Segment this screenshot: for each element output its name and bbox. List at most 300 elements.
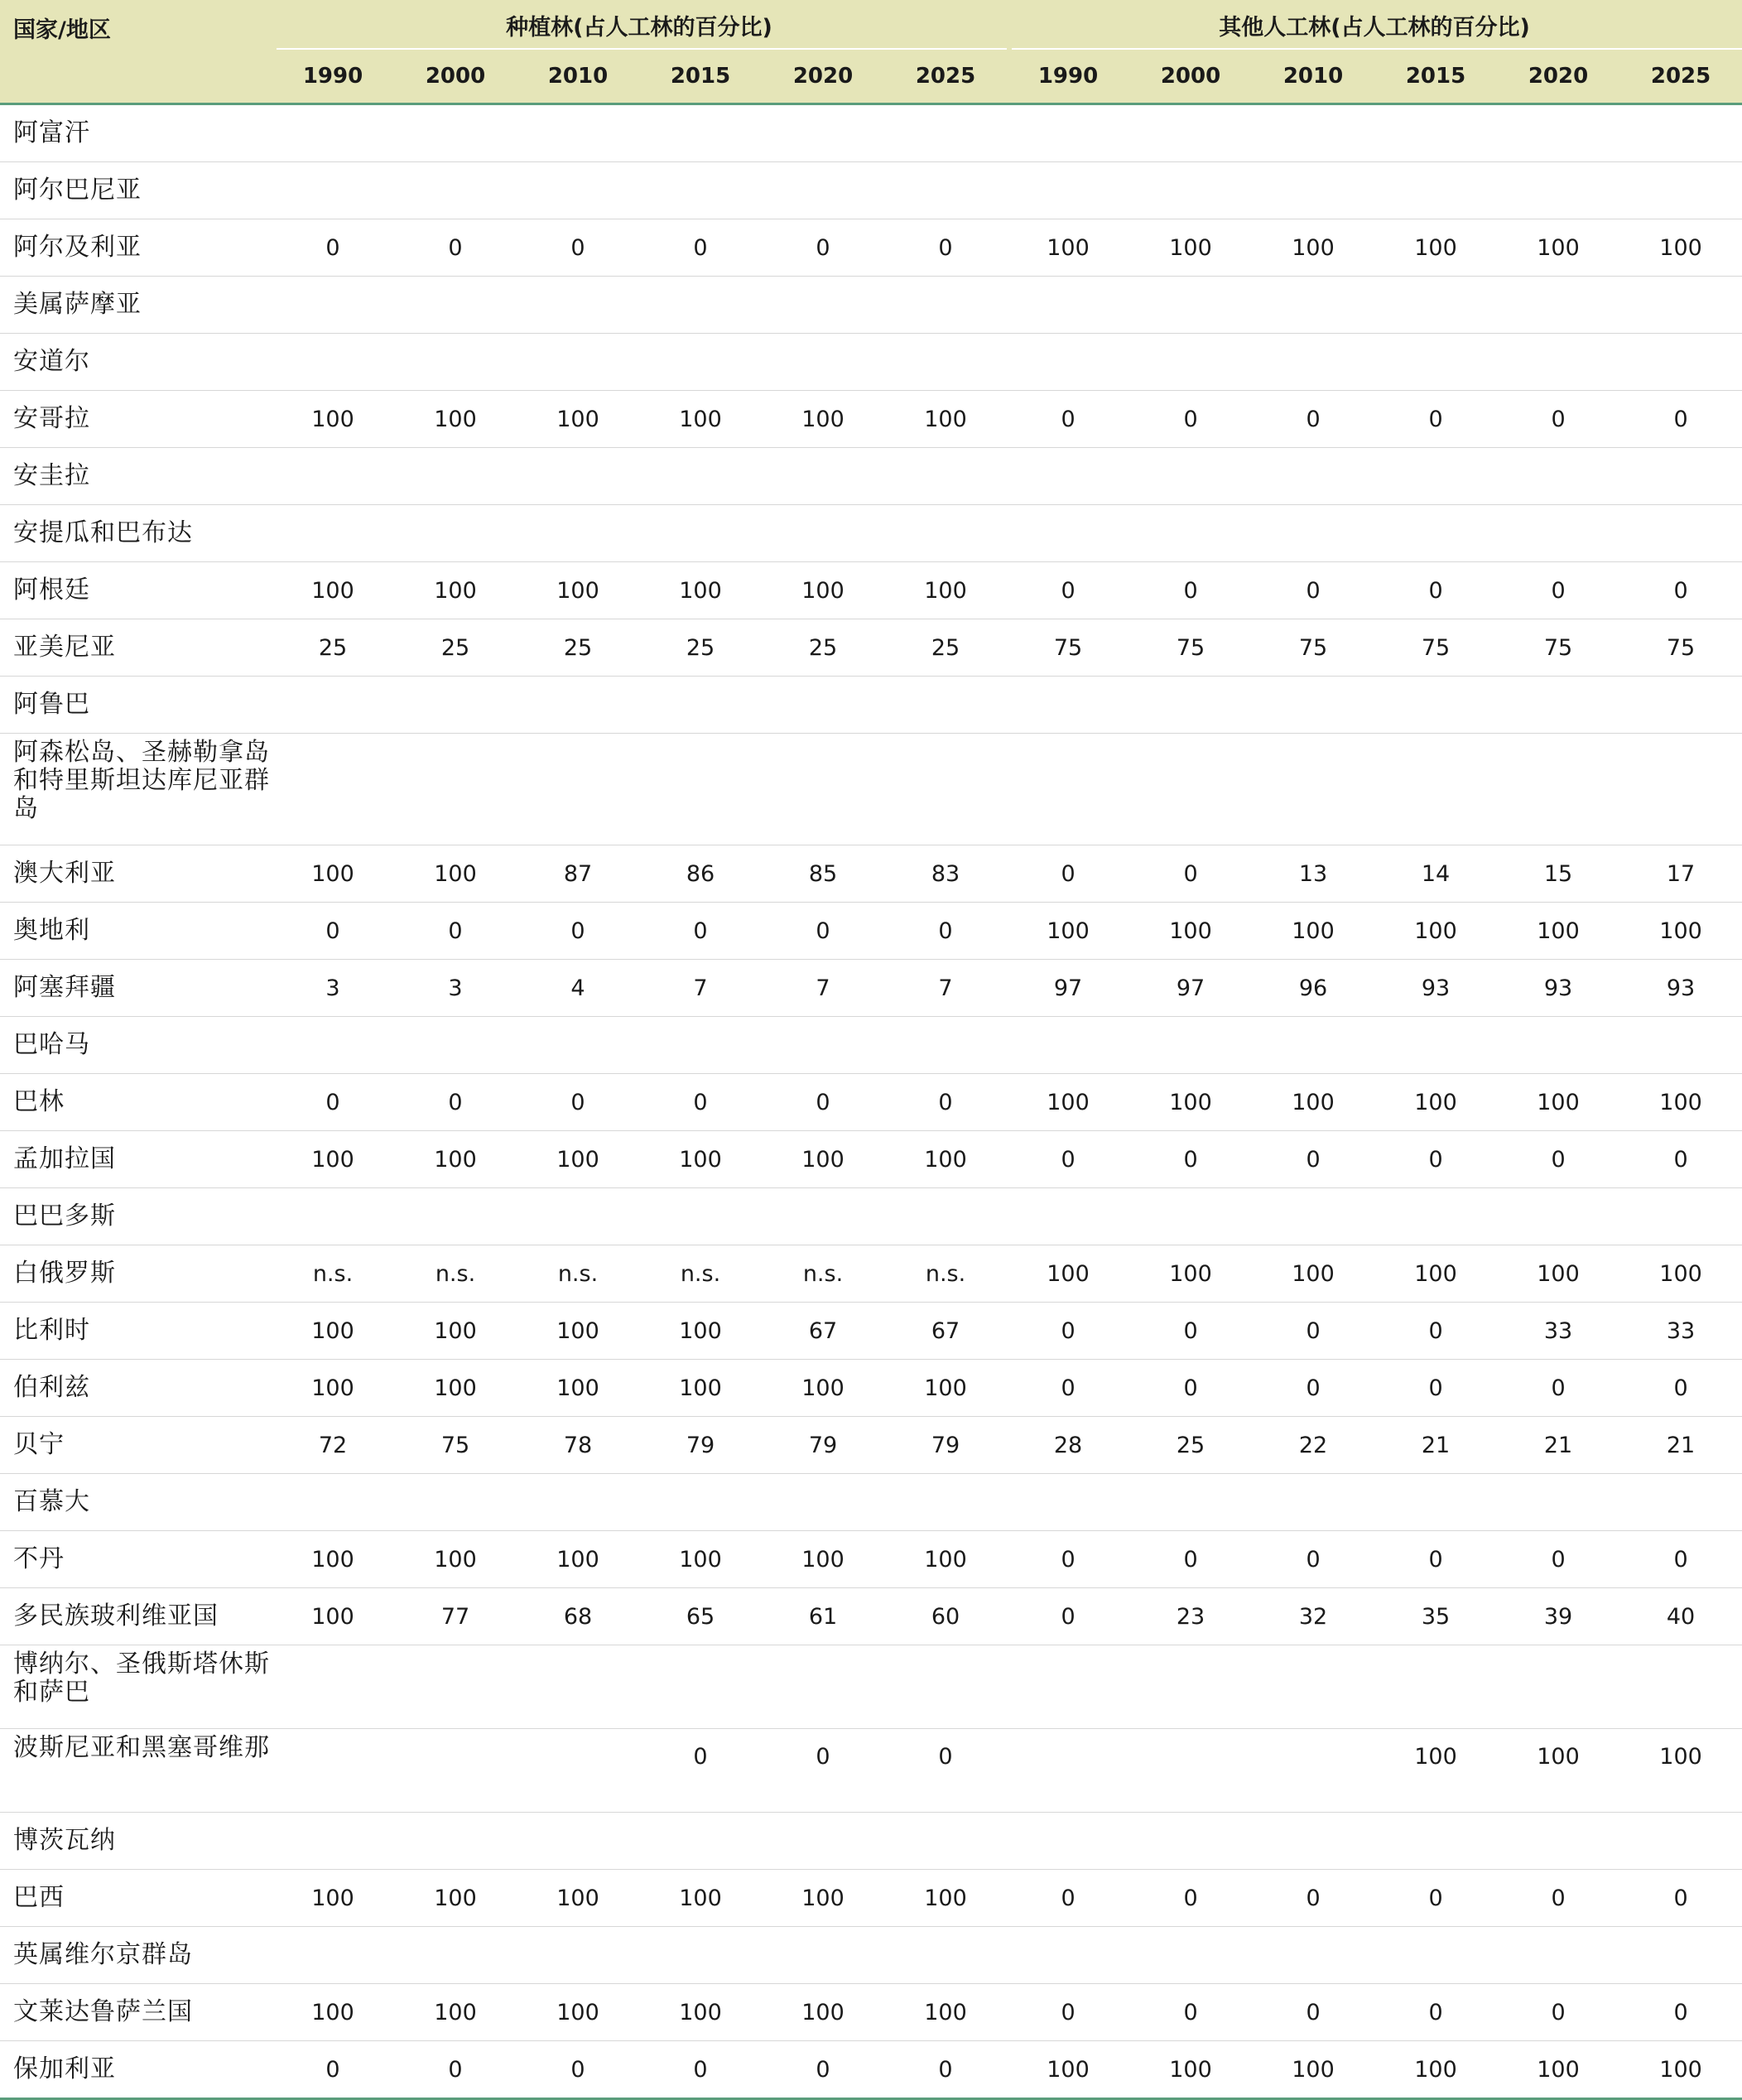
value-cell: 0 — [639, 1729, 762, 1813]
value-cell — [1374, 1645, 1497, 1729]
value-cell — [1497, 1927, 1619, 1984]
value-cell — [762, 448, 884, 505]
value-cell — [1252, 505, 1374, 562]
value-cell: 0 — [1252, 1303, 1374, 1360]
table-row — [0, 619, 1742, 677]
value-cell — [517, 1188, 639, 1245]
value-cell — [1252, 1188, 1374, 1245]
value-cell: 100 — [394, 845, 517, 903]
table-row — [0, 1131, 1742, 1188]
year-header-other-planted-2025: 2025 — [1619, 50, 1742, 104]
value-cell — [639, 162, 762, 219]
value-cell: 100 — [517, 1984, 639, 2041]
value-cell — [1497, 1188, 1619, 1245]
value-cell: 0 — [1497, 1984, 1619, 2041]
country-name-cell: 孟加拉国 — [0, 1131, 272, 1188]
value-cell — [639, 1474, 762, 1531]
year-header-plantation-2000: 2000 — [394, 50, 517, 104]
value-cell — [639, 734, 762, 845]
value-cell: 100 — [884, 391, 1007, 448]
value-cell — [884, 1927, 1007, 1984]
value-cell: 72 — [272, 1417, 394, 1474]
value-cell: 65 — [639, 1588, 762, 1645]
table-header — [0, 0, 1742, 104]
table-row — [0, 1245, 1742, 1303]
value-cell: 100 — [639, 1531, 762, 1588]
value-cell — [1007, 677, 1129, 734]
value-cell — [1007, 1927, 1129, 1984]
country-name-cell: 伯利兹 — [0, 1360, 272, 1417]
value-cell — [639, 277, 762, 334]
value-cell: 0 — [1619, 1531, 1742, 1588]
value-cell: 0 — [1252, 1984, 1374, 2041]
value-cell — [1374, 1813, 1497, 1870]
value-cell — [884, 1813, 1007, 1870]
value-cell: 100 — [272, 1360, 394, 1417]
value-cell: 100 — [272, 1131, 394, 1188]
value-cell — [884, 162, 1007, 219]
value-cell — [272, 505, 394, 562]
value-cell: 93 — [1619, 960, 1742, 1017]
value-cell — [1252, 1645, 1374, 1729]
country-name-cell: 波斯尼亚和黑塞哥维那 — [0, 1729, 272, 1813]
value-cell: 0 — [1129, 562, 1252, 619]
value-cell — [1007, 448, 1129, 505]
value-cell — [394, 1729, 517, 1813]
value-cell: 100 — [517, 1360, 639, 1417]
value-cell — [1252, 277, 1374, 334]
value-cell: 0 — [1374, 1531, 1497, 1588]
value-cell: 0 — [1497, 562, 1619, 619]
value-cell: 0 — [1007, 1870, 1129, 1927]
value-cell — [1619, 162, 1742, 219]
value-cell: 79 — [762, 1417, 884, 1474]
value-cell — [639, 1813, 762, 1870]
value-cell — [272, 1188, 394, 1245]
value-cell — [517, 448, 639, 505]
value-cell: 0 — [639, 219, 762, 277]
value-cell: 100 — [1374, 1729, 1497, 1813]
value-cell: 100 — [1129, 903, 1252, 960]
value-cell: 100 — [762, 1131, 884, 1188]
value-cell: 100 — [639, 1870, 762, 1927]
value-cell: 100 — [394, 1870, 517, 1927]
value-cell: 100 — [1374, 1074, 1497, 1131]
value-cell — [1497, 277, 1619, 334]
value-cell — [272, 1927, 394, 1984]
value-cell — [1129, 1729, 1252, 1813]
value-cell: 0 — [1374, 1360, 1497, 1417]
value-cell: 0 — [517, 903, 639, 960]
value-cell: 100 — [1497, 1074, 1619, 1131]
value-cell — [1252, 1729, 1374, 1813]
value-cell: 100 — [517, 1131, 639, 1188]
table-row — [0, 1303, 1742, 1360]
country-name-cell: 巴巴多斯 — [0, 1188, 272, 1245]
value-cell — [1252, 1927, 1374, 1984]
value-cell — [394, 277, 517, 334]
value-cell — [272, 162, 394, 219]
value-cell — [1374, 104, 1497, 162]
value-cell: 0 — [762, 1729, 884, 1813]
value-cell: 0 — [884, 1074, 1007, 1131]
value-cell — [762, 677, 884, 734]
value-cell: 0 — [394, 903, 517, 960]
table-row — [0, 1017, 1742, 1074]
country-name-cell: 阿塞拜疆 — [0, 960, 272, 1017]
country-name-cell: 亚美尼亚 — [0, 619, 272, 677]
table-row — [0, 1870, 1742, 1927]
value-cell — [1129, 734, 1252, 845]
value-cell: 0 — [1374, 1984, 1497, 2041]
country-name-cell: 博茨瓦纳 — [0, 1813, 272, 1870]
value-cell — [762, 334, 884, 391]
country-name-cell: 阿尔巴尼亚 — [0, 162, 272, 219]
value-cell — [272, 1017, 394, 1074]
value-cell: 100 — [272, 1588, 394, 1645]
value-cell: 100 — [1129, 1074, 1252, 1131]
value-cell: n.s. — [272, 1245, 394, 1303]
value-cell: 0 — [1129, 1131, 1252, 1188]
value-cell: 87 — [517, 845, 639, 903]
value-cell: 0 — [884, 219, 1007, 277]
value-cell: 4 — [517, 960, 639, 1017]
value-cell — [1619, 1645, 1742, 1729]
value-cell: 79 — [884, 1417, 1007, 1474]
value-cell: 0 — [639, 2041, 762, 2099]
value-cell — [394, 448, 517, 505]
country-name-cell: 安道尔 — [0, 334, 272, 391]
value-cell: 15 — [1497, 845, 1619, 903]
value-cell — [272, 334, 394, 391]
value-cell: 100 — [1252, 903, 1374, 960]
country-name-cell: 阿根廷 — [0, 562, 272, 619]
value-cell: 0 — [639, 1074, 762, 1131]
country-name-cell: 文莱达鲁萨兰国 — [0, 1984, 272, 2041]
value-cell — [1619, 1474, 1742, 1531]
country-name-cell: 安提瓜和巴布达 — [0, 505, 272, 562]
value-cell: 75 — [1619, 619, 1742, 677]
value-cell: 100 — [1129, 1245, 1252, 1303]
value-cell — [272, 1813, 394, 1870]
value-cell: n.s. — [639, 1245, 762, 1303]
value-cell — [1497, 334, 1619, 391]
value-cell: 100 — [639, 1360, 762, 1417]
year-header-other-planted-2010: 2010 — [1252, 50, 1374, 104]
value-cell: 100 — [272, 1870, 394, 1927]
value-cell — [1129, 162, 1252, 219]
value-cell — [884, 277, 1007, 334]
value-cell: n.s. — [762, 1245, 884, 1303]
value-cell — [1129, 448, 1252, 505]
country-name-cell: 保加利亚 — [0, 2041, 272, 2099]
year-header-other-planted-2015: 2015 — [1374, 50, 1497, 104]
value-cell: 0 — [1007, 1131, 1129, 1188]
value-cell — [1252, 448, 1374, 505]
value-cell — [884, 1017, 1007, 1074]
value-cell — [639, 1017, 762, 1074]
value-cell: 0 — [1252, 1870, 1374, 1927]
table-row — [0, 1813, 1742, 1870]
value-cell: 0 — [1497, 391, 1619, 448]
value-cell: 100 — [884, 1131, 1007, 1188]
value-cell — [272, 277, 394, 334]
value-cell: 0 — [1374, 1303, 1497, 1360]
value-cell: 0 — [762, 2041, 884, 2099]
value-cell: 75 — [1007, 619, 1129, 677]
value-cell: 0 — [1619, 1131, 1742, 1188]
value-cell — [762, 1474, 884, 1531]
value-cell: 0 — [394, 2041, 517, 2099]
value-cell: 7 — [762, 960, 884, 1017]
value-cell — [1374, 1927, 1497, 1984]
value-cell — [1374, 677, 1497, 734]
value-cell — [272, 734, 394, 845]
value-cell: 0 — [1619, 1984, 1742, 2041]
value-cell: 100 — [517, 562, 639, 619]
table-row — [0, 1729, 1742, 1813]
value-cell — [394, 162, 517, 219]
value-cell — [272, 104, 394, 162]
value-cell: 0 — [1007, 1588, 1129, 1645]
value-cell: 0 — [639, 903, 762, 960]
value-cell: 100 — [272, 391, 394, 448]
year-header-plantation-1990: 1990 — [272, 50, 394, 104]
value-cell — [1129, 1017, 1252, 1074]
value-cell: 100 — [639, 562, 762, 619]
value-cell — [1252, 162, 1374, 219]
table-row — [0, 104, 1742, 162]
value-cell: 0 — [1374, 562, 1497, 619]
value-cell — [517, 277, 639, 334]
value-cell — [884, 677, 1007, 734]
value-cell: 100 — [1497, 903, 1619, 960]
value-cell: 0 — [1374, 1131, 1497, 1188]
value-cell: 100 — [884, 1531, 1007, 1588]
value-cell: 0 — [1129, 1360, 1252, 1417]
value-cell — [884, 1188, 1007, 1245]
value-cell — [1007, 334, 1129, 391]
value-cell: 0 — [1252, 562, 1374, 619]
table-row — [0, 903, 1742, 960]
value-cell — [517, 1017, 639, 1074]
value-cell: 100 — [1619, 1074, 1742, 1131]
table-row — [0, 505, 1742, 562]
value-cell — [1374, 734, 1497, 845]
value-cell: 0 — [1129, 845, 1252, 903]
value-cell: 100 — [394, 1131, 517, 1188]
value-cell — [1129, 1188, 1252, 1245]
value-cell: 0 — [272, 903, 394, 960]
value-cell — [762, 1813, 884, 1870]
year-header-other-planted-2000: 2000 — [1129, 50, 1252, 104]
value-cell: 0 — [1374, 1870, 1497, 1927]
table-row — [0, 2041, 1742, 2099]
table-row — [0, 1927, 1742, 1984]
table-row — [0, 1188, 1742, 1245]
country-name-cell: 阿鲁巴 — [0, 677, 272, 734]
value-cell — [1252, 334, 1374, 391]
country-name-cell: 美属萨摩亚 — [0, 277, 272, 334]
country-name-cell: 安哥拉 — [0, 391, 272, 448]
value-cell: 21 — [1619, 1417, 1742, 1474]
value-cell — [1497, 677, 1619, 734]
country-name-cell: 百慕大 — [0, 1474, 272, 1531]
value-cell: 61 — [762, 1588, 884, 1645]
value-cell: 32 — [1252, 1588, 1374, 1645]
value-cell — [884, 505, 1007, 562]
value-cell — [394, 1017, 517, 1074]
table-row — [0, 277, 1742, 334]
country-name-cell: 阿尔及利亚 — [0, 219, 272, 277]
table-row — [0, 845, 1742, 903]
value-cell — [1497, 505, 1619, 562]
country-column-header: 国家/地区 — [0, 0, 272, 104]
value-cell: 0 — [1619, 562, 1742, 619]
value-cell — [1129, 104, 1252, 162]
value-cell — [762, 1927, 884, 1984]
value-cell: 100 — [639, 1131, 762, 1188]
value-cell — [639, 505, 762, 562]
value-cell: 60 — [884, 1588, 1007, 1645]
country-name-cell: 阿富汗 — [0, 104, 272, 162]
country-name-cell: 贝宁 — [0, 1417, 272, 1474]
value-cell: 0 — [884, 2041, 1007, 2099]
value-cell: 40 — [1619, 1588, 1742, 1645]
value-cell: 83 — [884, 845, 1007, 903]
value-cell: 13 — [1252, 845, 1374, 903]
value-cell: 68 — [517, 1588, 639, 1645]
value-cell — [1374, 162, 1497, 219]
value-cell — [762, 505, 884, 562]
value-cell — [762, 1645, 884, 1729]
value-cell — [884, 334, 1007, 391]
value-cell: 79 — [639, 1417, 762, 1474]
value-cell: 100 — [272, 845, 394, 903]
value-cell: 0 — [272, 2041, 394, 2099]
country-name-cell: 澳大利亚 — [0, 845, 272, 903]
value-cell: 0 — [884, 903, 1007, 960]
value-cell: 100 — [272, 1531, 394, 1588]
value-cell — [884, 448, 1007, 505]
value-cell: 100 — [1007, 219, 1129, 277]
value-cell — [1619, 1017, 1742, 1074]
value-cell: 100 — [762, 1360, 884, 1417]
value-cell — [517, 1645, 639, 1729]
value-cell: 100 — [1619, 1729, 1742, 1813]
value-cell: 97 — [1007, 960, 1129, 1017]
value-cell — [394, 1927, 517, 1984]
value-cell: 0 — [1497, 1870, 1619, 1927]
value-cell — [1252, 1474, 1374, 1531]
value-cell: 3 — [272, 960, 394, 1017]
table-row — [0, 391, 1742, 448]
value-cell — [1497, 448, 1619, 505]
country-name-cell: 英属维尔京群岛 — [0, 1927, 272, 1984]
value-cell: 75 — [1129, 619, 1252, 677]
value-cell — [1497, 1645, 1619, 1729]
value-cell — [1619, 677, 1742, 734]
value-cell — [394, 334, 517, 391]
value-cell — [639, 1645, 762, 1729]
value-cell — [639, 1188, 762, 1245]
value-cell: 100 — [1007, 2041, 1129, 2099]
value-cell: n.s. — [884, 1245, 1007, 1303]
value-cell: 100 — [639, 1984, 762, 2041]
value-cell: 100 — [884, 1870, 1007, 1927]
value-cell: 100 — [639, 391, 762, 448]
value-cell: 96 — [1252, 960, 1374, 1017]
value-cell: 100 — [762, 1870, 884, 1927]
value-cell: 100 — [1619, 2041, 1742, 2099]
value-cell: 0 — [1252, 1360, 1374, 1417]
value-cell: 0 — [1129, 1303, 1252, 1360]
country-name-cell: 奥地利 — [0, 903, 272, 960]
value-cell — [394, 1813, 517, 1870]
value-cell: 93 — [1374, 960, 1497, 1017]
value-cell: 100 — [1252, 2041, 1374, 2099]
value-cell: 100 — [762, 391, 884, 448]
value-cell: 33 — [1497, 1303, 1619, 1360]
value-cell: 77 — [394, 1588, 517, 1645]
value-cell: 25 — [1129, 1417, 1252, 1474]
value-cell: 100 — [1129, 219, 1252, 277]
value-cell: 100 — [394, 1984, 517, 2041]
value-cell: 0 — [884, 1729, 1007, 1813]
value-cell: 100 — [272, 1303, 394, 1360]
table-row — [0, 677, 1742, 734]
value-cell: 0 — [394, 1074, 517, 1131]
value-cell — [1129, 1645, 1252, 1729]
value-cell: 0 — [1374, 391, 1497, 448]
value-cell: 0 — [517, 219, 639, 277]
value-cell — [1619, 334, 1742, 391]
value-cell — [1129, 334, 1252, 391]
value-cell — [1619, 104, 1742, 162]
value-cell: 75 — [1497, 619, 1619, 677]
value-cell: 39 — [1497, 1588, 1619, 1645]
group-header-plantation: 种植林(占人工林的百分比) — [272, 0, 1007, 50]
value-cell: 0 — [272, 1074, 394, 1131]
value-cell: 25 — [272, 619, 394, 677]
table-row — [0, 1531, 1742, 1588]
value-cell — [517, 505, 639, 562]
value-cell — [1619, 1813, 1742, 1870]
value-cell — [1619, 448, 1742, 505]
value-cell: 100 — [1497, 219, 1619, 277]
value-cell: 100 — [1252, 1245, 1374, 1303]
value-cell — [1252, 734, 1374, 845]
country-name-cell: 多民族玻利维亚国 — [0, 1588, 272, 1645]
value-cell: 100 — [884, 1360, 1007, 1417]
country-name-cell: 阿森松岛、圣赫勒拿岛和特里斯坦达库尼亚群岛 — [0, 734, 272, 845]
value-cell: 100 — [1129, 2041, 1252, 2099]
value-cell — [762, 162, 884, 219]
value-cell: 75 — [1252, 619, 1374, 677]
value-cell — [1374, 448, 1497, 505]
table-row — [0, 448, 1742, 505]
value-cell: 100 — [1497, 2041, 1619, 2099]
value-cell — [517, 162, 639, 219]
value-cell — [1252, 1813, 1374, 1870]
value-cell: 100 — [1007, 1245, 1129, 1303]
value-cell — [517, 1474, 639, 1531]
value-cell — [1007, 1645, 1129, 1729]
value-cell: 0 — [1129, 391, 1252, 448]
value-cell: 0 — [1007, 562, 1129, 619]
value-cell: 86 — [639, 845, 762, 903]
value-cell: 100 — [762, 1984, 884, 2041]
